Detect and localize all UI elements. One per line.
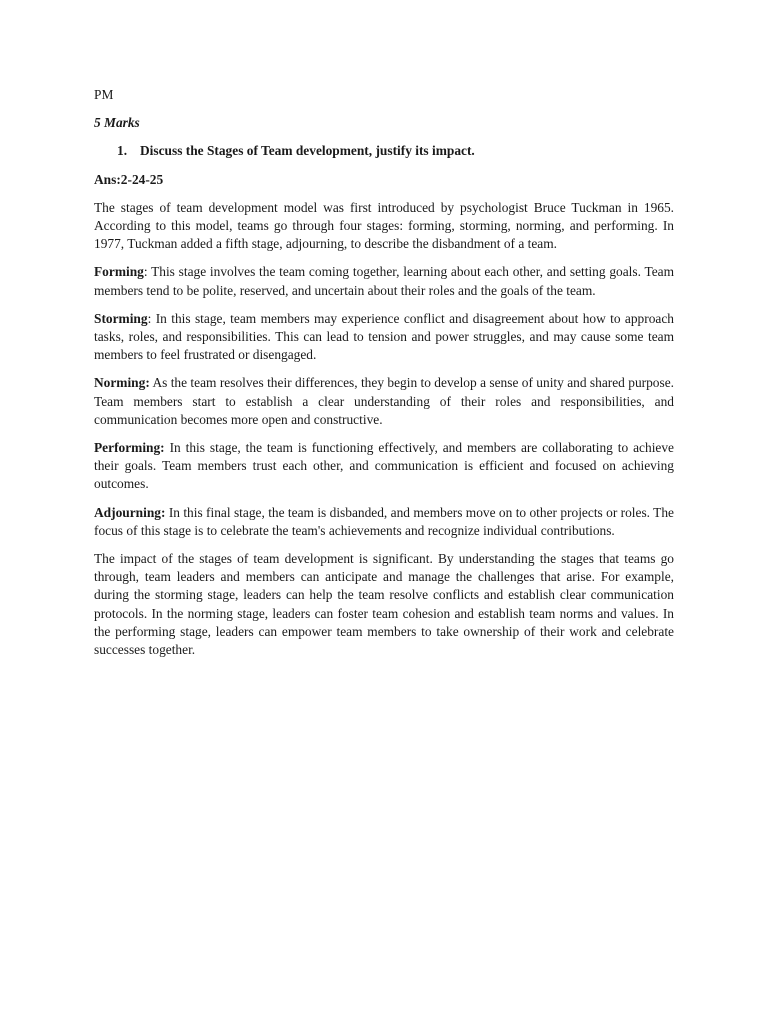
intro-paragraph: The stages of team development model was first introduced by psychologist Bruce Tuckman in 1965. According to this model, teams go through four stages: forming, storming, norming, and performing. In 1977, Tuckman added a fifth stage, adjourning, to describe the disbandment of a team. (94, 199, 674, 252)
stage-paragraph-storming (94, 310, 674, 365)
stage-term: Performing: (94, 440, 165, 456)
stage-description: In this stage, the team is functioning effectively, and members are collaborating to achieve their goals. Team members trust each other, and communication is efficient and focused on achieving outcomes. (94, 440, 674, 492)
stage-paragraph-norming (94, 374, 674, 429)
marks-heading: 5 Marks (94, 115, 140, 131)
stage-term: Adjourning: (94, 504, 166, 520)
stage-term: Storming (94, 310, 148, 326)
question-item (94, 142, 674, 160)
stage-description: This stage involves the team coming together, learning about each other, and setting goals. Team members tend to be polite, reserved, and uncertain about their roles and the goals of the team. (94, 264, 674, 298)
answer-label: Ans:2-24-25 (94, 171, 164, 187)
question-number: 1. (117, 143, 128, 159)
stage-separator: : (143, 264, 152, 280)
stage-term: Forming (94, 264, 144, 280)
question-text: Discuss the Stages of Team development, justify its impact. (140, 143, 475, 159)
stage-paragraph-adjourning (94, 504, 674, 540)
stage-paragraph-performing (94, 439, 674, 494)
impact-paragraph: The impact of the stages of team development is significant. By understanding the stages that teams go through, team leaders and members can anticipate and manage the challenges that arise. For example, during the storming stage, leaders can help the team resolve conflicts and establish clear communication protocols. In the norming stage, leaders can foster team cohesion and establish team norms and values. In the performing stage, leaders can empower team members to take ownership of their work and celebrate successes together. (94, 551, 674, 658)
stage-separator: : (147, 310, 156, 326)
document-page (94, 86, 674, 669)
stage-paragraph-forming (94, 263, 674, 299)
stage-term: Norming: (94, 375, 150, 391)
stage-description: In this stage, team members may experience conflict and disagreement about how to approach tasks, roles, and responsibilities. This can lead to tension and power struggles, and may cause some team members to feel frustrated or disengaged. (94, 310, 674, 363)
course-label: PM (94, 87, 114, 102)
stage-description: In this final stage, the team is disbanded, and members move on to other projects or roles. The focus of this stage is to celebrate the team's achievements and recognize individual contributions. (94, 504, 674, 538)
stage-description: As the team resolves their differences, they begin to develop a sense of unity and shared purpose. Team members start to establish a clear understanding of their roles and responsibilities, and communication becomes more open and constructive. (94, 375, 674, 427)
